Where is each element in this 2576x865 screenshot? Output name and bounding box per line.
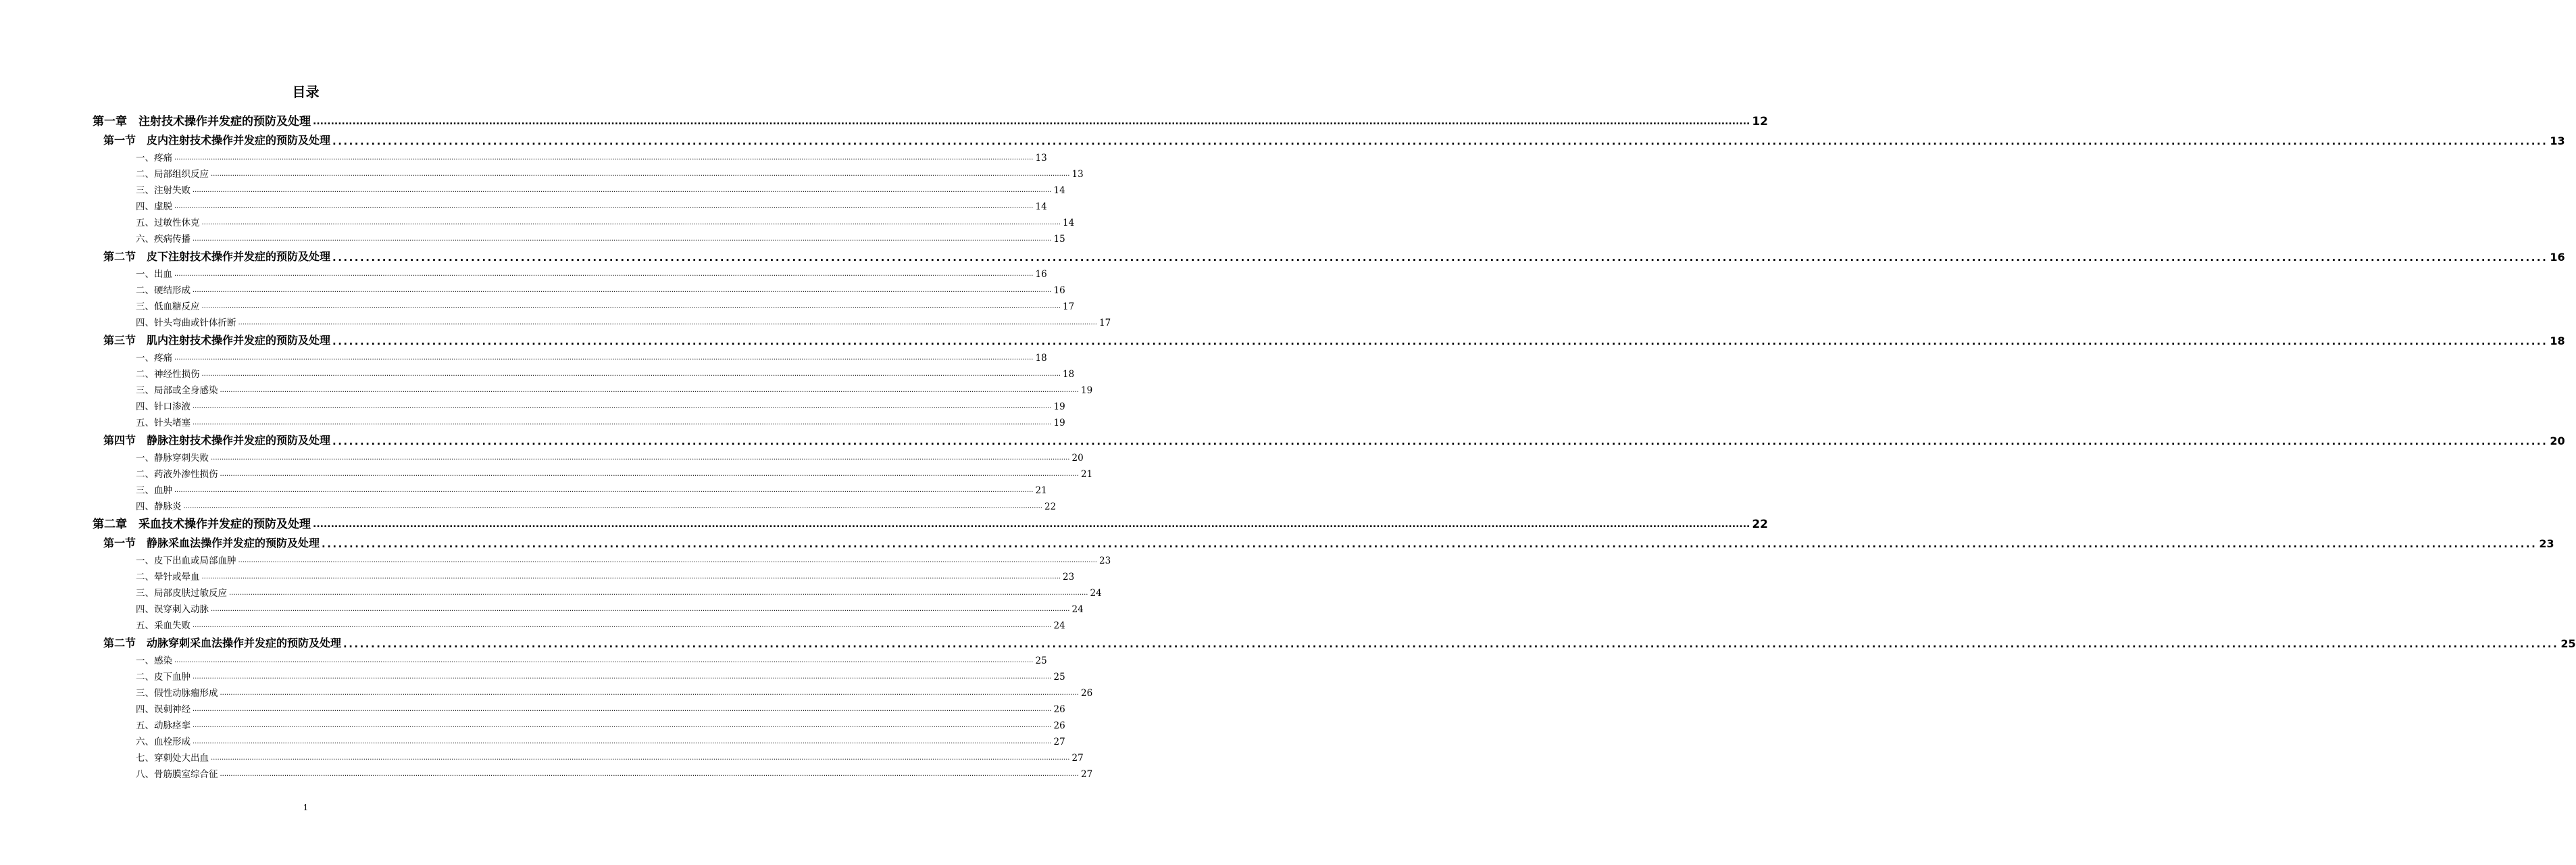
dot-leader: ................................................................................................................................................................................................................................................................................................................................................................................................................ bbox=[332, 335, 2548, 347]
toc-item-entry[interactable] bbox=[136, 650, 1047, 666]
toc-item-entry[interactable] bbox=[136, 464, 1093, 480]
dot-leader: ................................................................................................................................................................................................................................................................................................................................................................................................................ bbox=[193, 403, 1052, 410]
dot-leader: ................................................................................................................................................................................................................................................................................................................................................................................................................ bbox=[211, 454, 1070, 462]
toc-section-entry[interactable] bbox=[103, 633, 2576, 650]
dot-leader: ................................................................................................................................................................................................................................................................................................................................................................................................................ bbox=[193, 287, 1052, 294]
toc-entry-label: 第一节 静脉采血法操作并发症的预防及处理 bbox=[103, 537, 320, 549]
toc-entry-label: 一、出血 bbox=[136, 269, 172, 280]
dot-leader: ................................................................................................................................................................................................................................................................................................................................................................................................................ bbox=[238, 319, 1097, 326]
toc-entry-page-number: 18 bbox=[1062, 369, 1075, 380]
dot-leader: ................................................................................................................................................................................................................................................................................................................................................................................................................ bbox=[313, 116, 1750, 127]
dot-leader: ................................................................................................................................................................................................................................................................................................................................................................................................................ bbox=[174, 354, 1034, 362]
toc-item-entry[interactable] bbox=[136, 731, 1065, 747]
toc-entry-label: 第二节 动脉穿刺采血法操作并发症的预防及处理 bbox=[103, 637, 342, 649]
toc-entry-label: 五、采血失败 bbox=[136, 620, 191, 631]
toc-entry-label: 一、静脉穿刺失败 bbox=[136, 453, 209, 464]
dot-leader: ................................................................................................................................................................................................................................................................................................................................................................................................................ bbox=[322, 538, 2537, 550]
toc-entry-page-number: 21 bbox=[1080, 469, 1093, 480]
toc-entry-label: 二、药液外渗性损伤 bbox=[136, 469, 218, 480]
toc-entry-page-number: 13 bbox=[1071, 169, 1084, 180]
table-of-contents bbox=[0, 109, 2576, 780]
toc-entry-page-number: 25 bbox=[1053, 672, 1065, 683]
toc-entry-label: 二、晕针或晕血 bbox=[136, 572, 200, 583]
toc-entry-page-number: 18 bbox=[1035, 353, 1047, 364]
dot-leader: ................................................................................................................................................................................................................................................................................................................................................................................................................ bbox=[220, 470, 1079, 478]
toc-entry-page-number: 19 bbox=[1053, 401, 1065, 412]
toc-entry-label: 三、注射失败 bbox=[136, 185, 191, 196]
toc-entry-page-number: 23 bbox=[2539, 537, 2554, 550]
toc-entry-label: 六、血栓形成 bbox=[136, 737, 191, 747]
dot-leader: ................................................................................................................................................................................................................................................................................................................................................................................................................ bbox=[201, 370, 1061, 378]
toc-entry-label: 五、动脉痉挛 bbox=[136, 720, 191, 731]
dot-leader: ................................................................................................................................................................................................................................................................................................................................................................................................................ bbox=[229, 589, 1088, 597]
toc-entry-label: 第一章 注射技术操作并发症的预防及处理 bbox=[93, 115, 311, 128]
toc-item-entry[interactable] bbox=[136, 615, 1065, 631]
toc-item-entry[interactable] bbox=[136, 280, 1065, 296]
dot-leader: ................................................................................................................................................................................................................................................................................................................................................................................................................ bbox=[174, 657, 1034, 664]
toc-entry-page-number: 19 bbox=[1080, 385, 1093, 396]
toc-entry-page-number: 24 bbox=[1053, 620, 1065, 631]
toc-entry-label: 一、疼痛 bbox=[136, 353, 172, 364]
toc-entry-label: 一、皮下出血或局部血肿 bbox=[136, 555, 236, 566]
toc-entry-page-number: 14 bbox=[1035, 201, 1047, 212]
toc-entry-label: 四、虚脱 bbox=[136, 201, 172, 212]
toc-entry-page-number: 26 bbox=[1080, 688, 1093, 699]
toc-item-entry[interactable] bbox=[136, 264, 1047, 280]
toc-entry-label: 四、针头弯曲或针体折断 bbox=[136, 318, 236, 328]
toc-entry-page-number: 21 bbox=[1035, 485, 1047, 496]
dot-leader: ................................................................................................................................................................................................................................................................................................................................................................................................................ bbox=[193, 738, 1052, 745]
toc-item-entry[interactable] bbox=[136, 583, 1102, 599]
dot-leader: ................................................................................................................................................................................................................................................................................................................................................................................................................ bbox=[174, 154, 1034, 162]
dot-leader: ................................................................................................................................................................................................................................................................................................................................................................................................................ bbox=[193, 706, 1052, 713]
toc-item-entry[interactable] bbox=[136, 312, 1111, 328]
toc-entry-label: 一、疼痛 bbox=[136, 153, 172, 164]
dot-leader: ................................................................................................................................................................................................................................................................................................................................................................................................................ bbox=[193, 722, 1052, 729]
dot-leader: ................................................................................................................................................................................................................................................................................................................................................................................................................ bbox=[183, 503, 1042, 510]
dot-leader: ................................................................................................................................................................................................................................................................................................................................................................................................................ bbox=[193, 622, 1052, 629]
dot-leader: ................................................................................................................................................................................................................................................................................................................................................................................................................ bbox=[238, 557, 1097, 564]
toc-title: 目录 bbox=[292, 84, 320, 100]
dot-leader: ................................................................................................................................................................................................................................................................................................................................................................................................................ bbox=[332, 135, 2548, 147]
dot-leader: ................................................................................................................................................................................................................................................................................................................................................................................................................ bbox=[220, 689, 1079, 697]
toc-entry-label: 八、骨筋膜室综合征 bbox=[136, 769, 218, 780]
toc-entry-page-number: 14 bbox=[1062, 218, 1075, 228]
toc-item-entry[interactable] bbox=[136, 147, 1047, 164]
toc-entry-label: 第二章 采血技术操作并发症的预防及处理 bbox=[93, 518, 311, 531]
toc-entry-label: 三、局部皮肤过敏反应 bbox=[136, 588, 227, 599]
toc-item-entry[interactable] bbox=[136, 412, 1065, 428]
toc-item-entry[interactable] bbox=[136, 228, 1065, 245]
toc-item-entry[interactable] bbox=[136, 447, 1084, 464]
toc-item-entry[interactable] bbox=[136, 396, 1065, 412]
dot-leader: ................................................................................................................................................................................................................................................................................................................................................................................................................ bbox=[193, 419, 1052, 426]
toc-item-entry[interactable] bbox=[136, 715, 1065, 731]
toc-entry-page-number: 18 bbox=[2550, 335, 2565, 347]
toc-entry-page-number: 13 bbox=[2550, 134, 2565, 147]
toc-item-entry[interactable] bbox=[136, 764, 1093, 780]
dot-leader: ................................................................................................................................................................................................................................................................................................................................................................................................................ bbox=[174, 270, 1034, 278]
toc-entry-label: 第二节 皮下注射技术操作并发症的预防及处理 bbox=[103, 250, 331, 263]
toc-entry-page-number: 27 bbox=[1053, 737, 1065, 747]
dot-leader: ................................................................................................................................................................................................................................................................................................................................................................................................................ bbox=[220, 387, 1079, 394]
toc-item-entry[interactable] bbox=[136, 699, 1065, 715]
toc-chapter-entry[interactable] bbox=[93, 514, 1769, 531]
dot-leader: ................................................................................................................................................................................................................................................................................................................................................................................................................ bbox=[332, 251, 2548, 264]
dot-leader: ................................................................................................................................................................................................................................................................................................................................................................................................................ bbox=[193, 673, 1052, 681]
toc-chapter-entry[interactable] bbox=[93, 111, 1769, 128]
toc-item-entry[interactable] bbox=[136, 347, 1047, 364]
toc-entry-page-number: 13 bbox=[1035, 153, 1047, 164]
toc-entry-label: 二、神经性损伤 bbox=[136, 369, 200, 380]
toc-entry-label: 一、感染 bbox=[136, 656, 172, 666]
toc-item-entry[interactable] bbox=[136, 164, 1084, 180]
dot-leader: ................................................................................................................................................................................................................................................................................................................................................................................................................ bbox=[211, 754, 1070, 762]
toc-entry-label: 三、低血糖反应 bbox=[136, 301, 200, 312]
dot-leader: ................................................................................................................................................................................................................................................................................................................................................................................................................ bbox=[201, 219, 1061, 226]
toc-entry-label: 四、针口渗液 bbox=[136, 401, 191, 412]
dot-leader: ................................................................................................................................................................................................................................................................................................................................................................................................................ bbox=[201, 303, 1061, 310]
toc-entry-label: 四、静脉炎 bbox=[136, 501, 182, 512]
toc-item-entry[interactable] bbox=[136, 364, 1075, 380]
toc-section-entry[interactable] bbox=[103, 430, 2565, 447]
toc-entry-page-number: 23 bbox=[1062, 572, 1075, 583]
toc-section-entry[interactable] bbox=[103, 130, 2565, 147]
toc-entry-page-number: 20 bbox=[2550, 435, 2565, 447]
toc-entry-label: 四、误刺神经 bbox=[136, 704, 191, 715]
toc-entry-label: 第四节 静脉注射技术操作并发症的预防及处理 bbox=[103, 434, 331, 447]
toc-entry-page-number: 27 bbox=[1071, 753, 1084, 764]
toc-entry-label: 三、假性动脉瘤形成 bbox=[136, 688, 218, 699]
dot-leader: ................................................................................................................................................................................................................................................................................................................................................................................................................ bbox=[211, 170, 1070, 178]
toc-item-entry[interactable] bbox=[136, 599, 1084, 615]
toc-entry-page-number: 19 bbox=[1053, 418, 1065, 428]
dot-leader: ................................................................................................................................................................................................................................................................................................................................................................................................................ bbox=[174, 487, 1034, 494]
toc-entry-page-number: 24 bbox=[1071, 604, 1084, 615]
toc-entry-page-number: 17 bbox=[1062, 301, 1075, 312]
toc-entry-label: 四、误穿刺入动脉 bbox=[136, 604, 209, 615]
page-number: 1 bbox=[303, 803, 309, 812]
toc-entry-label: 七、穿刺处大出血 bbox=[136, 753, 209, 764]
dot-leader: ................................................................................................................................................................................................................................................................................................................................................................................................................ bbox=[343, 638, 2559, 650]
toc-item-entry[interactable] bbox=[136, 496, 1057, 512]
toc-entry-label: 三、血肿 bbox=[136, 485, 172, 496]
toc-entry-page-number: 17 bbox=[1098, 318, 1111, 328]
dot-leader: ................................................................................................................................................................................................................................................................................................................................................................................................................ bbox=[174, 203, 1034, 210]
toc-entry-page-number: 26 bbox=[1053, 704, 1065, 715]
toc-entry-label: 第三节 肌内注射技术操作并发症的预防及处理 bbox=[103, 334, 331, 347]
toc-entry-page-number: 26 bbox=[1053, 720, 1065, 731]
dot-leader: ................................................................................................................................................................................................................................................................................................................................................................................................................ bbox=[313, 519, 1750, 530]
dot-leader: ................................................................................................................................................................................................................................................................................................................................................................................................................ bbox=[332, 435, 2548, 447]
dot-leader: ................................................................................................................................................................................................................................................................................................................................................................................................................ bbox=[220, 770, 1079, 778]
toc-entry-page-number: 20 bbox=[1071, 453, 1084, 464]
toc-item-entry[interactable] bbox=[136, 666, 1065, 683]
toc-item-entry[interactable] bbox=[136, 212, 1075, 228]
toc-entry-label: 三、局部或全身感染 bbox=[136, 385, 218, 396]
toc-item-entry[interactable] bbox=[136, 296, 1075, 312]
toc-item-entry[interactable] bbox=[136, 550, 1111, 566]
toc-item-entry[interactable] bbox=[136, 480, 1047, 496]
toc-item-entry[interactable] bbox=[136, 180, 1065, 196]
toc-entry-label: 五、针头堵塞 bbox=[136, 418, 191, 428]
toc-item-entry[interactable] bbox=[136, 196, 1047, 212]
toc-section-entry[interactable] bbox=[103, 330, 2565, 347]
toc-entry-page-number: 24 bbox=[1090, 588, 1102, 599]
toc-section-entry[interactable] bbox=[103, 246, 2565, 264]
toc-entry-page-number: 25 bbox=[2560, 637, 2576, 650]
toc-entry-page-number: 14 bbox=[1053, 185, 1065, 196]
toc-entry-page-number: 23 bbox=[1098, 555, 1111, 566]
toc-entry-page-number: 16 bbox=[2550, 251, 2565, 264]
toc-entry-page-number: 27 bbox=[1080, 769, 1093, 780]
toc-entry-page-number: 16 bbox=[1053, 285, 1065, 296]
toc-entry-page-number: 15 bbox=[1053, 234, 1065, 245]
toc-entry-page-number: 25 bbox=[1035, 656, 1047, 666]
toc-entry-label: 二、硬结形成 bbox=[136, 285, 191, 296]
toc-entry-page-number: 16 bbox=[1035, 269, 1047, 280]
toc-entry-label: 五、过敏性休克 bbox=[136, 218, 200, 228]
toc-entry-label: 二、皮下血肿 bbox=[136, 672, 191, 683]
dot-leader: ................................................................................................................................................................................................................................................................................................................................................................................................................ bbox=[201, 573, 1061, 580]
toc-entry-page-number: 22 bbox=[1044, 501, 1057, 512]
toc-item-entry[interactable] bbox=[136, 747, 1084, 764]
toc-entry-page-number: 22 bbox=[1752, 518, 1769, 531]
toc-entry-page-number: 12 bbox=[1752, 115, 1769, 128]
toc-item-entry[interactable] bbox=[136, 380, 1093, 396]
toc-section-entry[interactable] bbox=[103, 533, 2554, 550]
dot-leader: ................................................................................................................................................................................................................................................................................................................................................................................................................ bbox=[193, 187, 1052, 194]
toc-item-entry[interactable] bbox=[136, 683, 1093, 699]
toc-entry-label: 第一节 皮内注射技术操作并发症的预防及处理 bbox=[103, 134, 331, 147]
dot-leader: ................................................................................................................................................................................................................................................................................................................................................................................................................ bbox=[211, 606, 1070, 613]
toc-entry-label: 六、疾病传播 bbox=[136, 234, 191, 245]
toc-item-entry[interactable] bbox=[136, 566, 1075, 583]
dot-leader: ................................................................................................................................................................................................................................................................................................................................................................................................................ bbox=[193, 235, 1052, 243]
toc-entry-label: 二、局部组织反应 bbox=[136, 169, 209, 180]
